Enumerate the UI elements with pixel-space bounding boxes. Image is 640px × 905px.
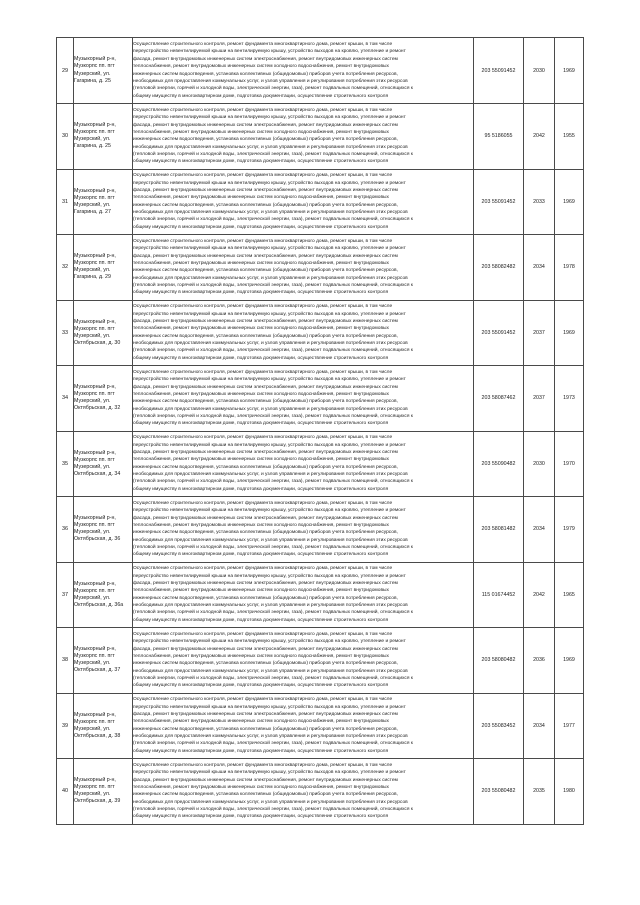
work-description-line: (тепловой энергии, горячей и холодной воды, электрической энергии, газа), ремонт подвальных помещений, относящихся к [133,479,413,485]
work-description-line: переустройство невентилируемой крыши на вентилируемую крышу, устройство выходов на кровлю, утепление и ремонт [133,311,406,317]
address-line: Музкорпс пп. пгт [74,129,115,136]
work-description-line: (тепловой энергии, горячей и холодной воды, электрической энергии, газа), ремонт подвальных помещений, относящихся к [133,348,413,354]
build-year-cell: 1977 [555,693,584,759]
work-description-line: теплоснабжения, ремонт внутридомовых инженерных систем холодного водоснабжения, ремонт внутридомовых [133,588,389,594]
address-line: Музыкорный р-н, [74,449,116,456]
cost-cell: 203 55080482 [474,759,524,825]
table-row [57,235,584,301]
table-row [57,562,584,628]
table-row [57,497,584,563]
address-line: Музерский, ул. [74,660,111,667]
table-row [57,300,584,366]
work-description-cell [133,628,474,694]
build-year-cell: 1955 [555,104,584,170]
work-description-line: (тепловой энергии, горячей и холодной воды, электрической энергии, газа), ремонт подвальных помещений, относящихся к [133,151,413,157]
work-description-line: необходимых для предоставления коммунальных услуг, и узлов управления и регулирования потребления этих ресурсов [133,78,408,84]
cost-cell: 203 55090482 [474,431,524,497]
work-description-line: теплоснабжения, ремонт внутридомовых инженерных систем холодного водоснабжения, ремонт внутридомовых [133,522,389,528]
table-row [57,38,584,104]
row-number: 39 [57,693,74,759]
work-description-line: инженерных систем водоотведения, установка коллективных (общедомовых) приборов учета потребления ресурсов, [133,661,398,667]
row-number: 38 [57,628,74,694]
repair-register-table [56,37,584,825]
address-line: Музкорпс пп. пгт [74,194,115,201]
work-description-cell [133,300,474,366]
repair-year-cell: 2034 [524,235,555,301]
work-description-cell [133,562,474,628]
address-line: Музыкорный р-н, [74,580,116,587]
address-cell [74,497,133,563]
work-description-line: теплоснабжения, ремонт внутридомовых инженерных систем холодного водоснабжения, ремонт внутридомовых [133,457,389,463]
work-description-cell [133,169,474,235]
work-description-line: фасада, ремонт внутридомовых инженерных систем электроснабжения, ремонт внутридомовых инженерных систем [133,188,398,194]
address-line: Гагарина, д. 29 [74,274,111,281]
address-line: Гагарина, д. 25 [74,143,111,150]
work-description-line: фасада, ремонт внутридомовых инженерных систем электроснабжения, ремонт внутридомовых инженерных систем [133,384,398,390]
document-page [56,37,583,825]
work-description-line: переустройство невентилируемой крыши на вентилируемую крышу, устройство выходов на кровлю, утепление и ремонт [133,49,406,55]
work-description-line: теплоснабжения, ремонт внутридомовых инженерных систем холодного водоснабжения, ремонт внутридомовых [133,391,389,397]
row-number: 36 [57,497,74,563]
work-description-line: теплоснабжения, ремонт внутридомовых инженерных систем холодного водоснабжения, ремонт внутридомовых [133,326,389,332]
cost-cell: 203 58087462 [474,366,524,432]
row-number: 40 [57,759,74,825]
address-line: Музкорпс пп. пгт [74,522,115,529]
address-line: Музерский, ул. [74,791,111,798]
cost-cell: 203 55083452 [474,693,524,759]
address-line: Музерский, ул. [74,398,111,405]
work-description-line: Осуществление строительного контроля, ремонт фундамента многоквартирного дома, ремонт крыши, в том числе [133,369,393,375]
work-description-line: инженерных систем водоотведения, установка коллективных (общедомовых) приборов учета потребления ресурсов, [133,71,398,77]
work-description-line: общему имуществу в многоквартирном доме, подготовка документации, осуществление строительного контроля [133,224,389,230]
address-line: Музыкорный р-н, [74,711,116,718]
table-body [57,38,584,825]
work-description-line: фасада, ремонт внутридомовых инженерных систем электроснабжения, ремонт внутридомовых инженерных систем [133,581,398,587]
row-number: 35 [57,431,74,497]
address-line: Музкорпс пп. пгт [74,653,115,660]
work-description-line: Осуществление строительного контроля, ремонт фундамента многоквартирного дома, ремонт крыши, в том числе [133,107,393,113]
work-description-line: теплоснабжения, ремонт внутридомовых инженерных систем холодного водоснабжения, ремонт внутридомовых [133,64,389,70]
work-description-line: Осуществление строительного контроля, ремонт фундамента многоквартирного дома, ремонт крыши, в том числе [133,566,393,572]
address-cell [74,759,133,825]
address-line: Музыкорный р-н, [74,384,116,391]
build-year-cell: 1978 [555,235,584,301]
repair-year-cell: 2033 [524,169,555,235]
address-line: Музкорпс пп. пгт [74,718,115,725]
address-line: Октябрьская, д. 34 [74,470,121,477]
work-description-line: необходимых для предоставления коммунальных услуг, и узлов управления и регулирования потребления этих ресурсов [133,472,408,478]
work-description-line: (тепловой энергии, горячей и холодной воды, электрической энергии, газа), ремонт подвальных помещений, относящихся к [133,217,413,223]
work-description-line: переустройство невентилируемой крыши на вентилируемую крышу, устройство выходов на кровлю, утепление и ремонт [133,115,406,121]
address-line: Музерский, ул. [74,725,111,732]
repair-year-cell: 2030 [524,431,555,497]
work-description-line: фасада, ремонт внутридомовых инженерных систем электроснабжения, ремонт внутридомовых инженерных систем [133,122,398,128]
address-line: Октябрьская, д. 38 [74,732,121,739]
table-row [57,104,584,170]
work-description-line: теплоснабжения, ремонт внутридомовых инженерных систем холодного водоснабжения, ремонт внутридомовых [133,719,389,725]
row-number: 33 [57,300,74,366]
work-description-line: общему имуществу в многоквартирном доме, подготовка документации, осуществление строительного контроля [133,683,389,689]
work-description-line: фасада, ремонт внутридомовых инженерных систем электроснабжения, ремонт внутридомовых инженерных систем [133,56,398,62]
work-description-line: теплоснабжения, ремонт внутридомовых инженерных систем холодного водоснабжения, ремонт внутридомовых [133,129,389,135]
build-year-cell: 1980 [555,759,584,825]
work-description-line: (тепловой энергии, горячей и холодной воды, электрической энергии, газа), ремонт подвальных помещений, относящихся к [133,544,413,550]
work-description-line: переустройство невентилируемой крыши на вентилируемую крышу, устройство выходов на кровлю, утепление и ремонт [133,442,406,448]
work-description-line: переустройство невентилируемой крыши на вентилируемую крышу, устройство выходов на кровлю, утепление и ремонт [133,704,406,710]
address-cell [74,366,133,432]
address-line: Музерский, ул. [74,332,111,339]
work-description-cell [133,693,474,759]
address-cell [74,693,133,759]
address-cell [74,235,133,301]
repair-year-cell: 2035 [524,759,555,825]
build-year-cell: 1969 [555,300,584,366]
work-description-cell [133,431,474,497]
repair-year-cell: 2030 [524,38,555,104]
work-description-line: инженерных систем водоотведения, установка коллективных (общедомовых) приборов учета потребления ресурсов, [133,399,398,405]
work-description-line: необходимых для предоставления коммунальных услуг, и узлов управления и регулирования потребления этих ресурсов [133,341,408,347]
work-description-line: необходимых для предоставления коммунальных услуг, и узлов управления и регулирования потребления этих ресурсов [133,406,408,412]
table-row [57,628,584,694]
address-line: Музерский, ул. [74,70,111,77]
work-description-line: общему имуществу в многоквартирном доме, подготовка документации, осуществление строительного контроля [133,814,389,820]
row-number: 30 [57,104,74,170]
build-year-cell: 1969 [555,169,584,235]
address-line: Гагарина, д. 27 [74,208,111,215]
work-description-cell [133,235,474,301]
work-description-line: (тепловой энергии, горячей и холодной воды, электрической энергии, газа), ремонт подвальных помещений, относящихся к [133,610,413,616]
build-year-cell: 1965 [555,562,584,628]
work-description-line: необходимых для предоставления коммунальных услуг, и узлов управления и регулирования потребления этих ресурсов [133,734,408,740]
address-line: Музкорпс пп. пгт [74,391,115,398]
address-cell [74,562,133,628]
cost-cell: 115 01674452 [474,562,524,628]
work-description-line: необходимых для предоставления коммунальных услуг, и узлов управления и регулирования потребления этих ресурсов [133,603,408,609]
address-line: Октябрьская, д. 39 [74,798,121,805]
repair-year-cell: 2042 [524,562,555,628]
build-year-cell: 1969 [555,628,584,694]
work-description-line: общему имуществу в многоквартирном доме, подготовка документации, осуществление строительного контроля [133,421,389,427]
address-line: Музыкорный р-н, [74,253,116,260]
work-description-line: Осуществление строительного контроля, ремонт фундамента многоквартирного дома, ремонт крыши, в том числе [133,304,393,310]
work-description-line: общему имуществу в многоквартирном доме, подготовка документации, осуществление строительного контроля [133,486,389,492]
address-line: Музкорпс пп. пгт [74,325,115,332]
cost-cell: 203 55091452 [474,38,524,104]
work-description-line: переустройство невентилируемой крыши на вентилируемую крышу, устройство выходов на кровлю, утепление и ремонт [133,508,406,514]
work-description-line: необходимых для предоставления коммунальных услуг, и узлов управления и регулирования потребления этих ресурсов [133,275,408,281]
work-description-line: инженерных систем водоотведения, установка коллективных (общедомовых) приборов учета потребления ресурсов, [133,464,398,470]
address-line: Музыкорный р-н, [74,187,116,194]
work-description-cell [133,104,474,170]
work-description-line: общему имуществу в многоквартирном доме, подготовка документации, осуществление строительного контроля [133,748,389,754]
work-description-line: фасада, ремонт внутридомовых инженерных систем электроснабжения, ремонт внутридомовых инженерных систем [133,450,398,456]
work-description-line: необходимых для предоставления коммунальных услуг, и узлов управления и регулирования потребления этих ресурсов [133,537,408,543]
work-description-line: теплоснабжения, ремонт внутридомовых инженерных систем холодного водоснабжения, ремонт внутридомовых [133,195,389,201]
cost-cell: 95 5186055 [474,104,524,170]
work-description-line: необходимых для предоставления коммунальных услуг, и узлов управления и регулирования потребления этих ресурсов [133,799,408,805]
work-description-line: Осуществление строительного контроля, ремонт фундамента многоквартирного дома, ремонт крыши, в том числе [133,762,393,768]
table-row [57,169,584,235]
repair-year-cell: 2037 [524,300,555,366]
address-line: Октябрьская, д. 30 [74,339,121,346]
address-line: Октябрьская, д. 32 [74,405,121,412]
work-description-line: фасада, ремонт внутридомовых инженерных систем электроснабжения, ремонт внутридомовых инженерных систем [133,777,398,783]
cost-cell: 203 58080482 [474,628,524,694]
address-line: Музерский, ул. [74,529,111,536]
work-description-line: переустройство невентилируемой крыши на вентилируемую крышу, устройство выходов на кровлю, утепление и ремонт [133,246,406,252]
work-description-cell [133,38,474,104]
address-cell [74,431,133,497]
work-description-line: общему имуществу в многоквартирном доме, подготовка документации, осуществление строительного контроля [133,159,389,165]
row-number: 31 [57,169,74,235]
work-description-line: теплоснабжения, ремонт внутридомовых инженерных систем холодного водоснабжения, ремонт внутридомовых [133,653,389,659]
work-description-line: инженерных систем водоотведения, установка коллективных (общедомовых) приборов учета потребления ресурсов, [133,726,398,732]
address-line: Музыкорный р-н, [74,515,116,522]
cost-cell: 203 55091452 [474,300,524,366]
address-cell [74,169,133,235]
cost-cell: 203 55091452 [474,169,524,235]
table-row [57,759,584,825]
address-line: Музкорпс пп. пгт [74,784,115,791]
work-description-line: Осуществление строительного контроля, ремонт фундамента многоквартирного дома, ремонт крыши, в том числе [133,697,393,703]
address-line: Октябрьская, д. 37 [74,667,121,674]
table-row [57,366,584,432]
table-row [57,693,584,759]
work-description-line: инженерных систем водоотведения, установка коллективных (общедомовых) приборов учета потребления ресурсов, [133,333,398,339]
address-line: Октябрьская, д. 36а [74,601,124,608]
work-description-line: Осуществление строительного контроля, ремонт фундамента многоквартирного дома, ремонт крыши, в том числе [133,631,393,637]
work-description-line: фасада, ремонт внутридомовых инженерных систем электроснабжения, ремонт внутридомовых инженерных систем [133,253,398,259]
work-description-cell [133,497,474,563]
address-line: Музерский, ул. [74,463,111,470]
work-description-line: общему имуществу в многоквартирном доме, подготовка документации, осуществление строительного контроля [133,552,389,558]
work-description-line: фасада, ремонт внутридомовых инженерных систем электроснабжения, ремонт внутридомовых инженерных систем [133,515,398,521]
work-description-line: Осуществление строительного контроля, ремонт фундамента многоквартирного дома, ремонт крыши, в том числе [133,435,393,441]
cost-cell: 203 58082482 [474,235,524,301]
work-description-line: фасада, ремонт внутридомовых инженерных систем электроснабжения, ремонт внутридомовых инженерных систем [133,319,398,325]
work-description-line: фасада, ремонт внутридомовых инженерных систем электроснабжения, ремонт внутридомовых инженерных систем [133,646,398,652]
cost-cell: 203 58081482 [474,497,524,563]
work-description-line: фасада, ремонт внутридомовых инженерных систем электроснабжения, ремонт внутридомовых инженерных систем [133,712,398,718]
row-number: 29 [57,38,74,104]
work-description-line: переустройство невентилируемой крыши на вентилируемую крышу, устройство выходов на кровлю, утепление и ремонт [133,573,406,579]
work-description-cell [133,759,474,825]
address-line: Музыкорный р-н, [74,122,116,129]
work-description-line: общему имуществу в многоквартирном доме, подготовка документации, осуществление строительного контроля [133,355,389,361]
table-row [57,431,584,497]
address-line: Музерский, ул. [74,136,111,143]
work-description-line: общему имуществу в многоквартирном доме, подготовка документации, осуществление строительного контроля [133,617,389,623]
work-description-line: (тепловой энергии, горячей и холодной воды, электрической энергии, газа), ремонт подвальных помещений, относящихся к [133,741,413,747]
work-description-line: (тепловой энергии, горячей и холодной воды, электрической энергии, газа), ремонт подвальных помещений, относящихся к [133,675,413,681]
work-description-line: инженерных систем водоотведения, установка коллективных (общедомовых) приборов учета потребления ресурсов, [133,792,398,798]
address-line: Гагарина, д. 25 [74,77,111,84]
build-year-cell: 1973 [555,366,584,432]
address-line: Музкорпс пп. пгт [74,63,115,70]
address-line: Музыкорный р-н, [74,56,116,63]
work-description-line: Осуществление строительного контроля, ремонт фундамента многоквартирного дома, ремонт крыши, в том числе [133,42,393,48]
row-number: 37 [57,562,74,628]
address-line: Музкорпс пп. пгт [74,587,115,594]
address-cell [74,104,133,170]
build-year-cell: 1969 [555,38,584,104]
repair-year-cell: 2042 [524,104,555,170]
work-description-line: (тепловой энергии, горячей и холодной воды, электрической энергии, газа), ремонт подвальных помещений, относящихся к [133,806,413,812]
build-year-cell: 1979 [555,497,584,563]
address-cell [74,628,133,694]
work-description-line: общему имуществу в многоквартирном доме, подготовка документации, осуществление строительного контроля [133,290,389,296]
work-description-line: переустройство невентилируемой крыши на вентилируемую крышу, устройство выходов на кровлю, утепление и ремонт [133,180,406,186]
work-description-line: необходимых для предоставления коммунальных услуг, и узлов управления и регулирования потребления этих ресурсов [133,144,408,150]
repair-year-cell: 2036 [524,628,555,694]
address-cell [74,300,133,366]
address-line: Музерский, ул. [74,267,111,274]
work-description-line: переустройство невентилируемой крыши на вентилируемую крышу, устройство выходов на кровлю, утепление и ремонт [133,770,406,776]
address-cell [74,38,133,104]
work-description-line: инженерных систем водоотведения, установка коллективных (общедомовых) приборов учета потребления ресурсов, [133,268,398,274]
build-year-cell: 1970 [555,431,584,497]
work-description-line: Осуществление строительного контроля, ремонт фундамента многоквартирного дома, ремонт крыши, в том числе [133,238,393,244]
address-line: Музерский, ул. [74,201,111,208]
work-description-line: теплоснабжения, ремонт внутридомовых инженерных систем холодного водоснабжения, ремонт внутридомовых [133,260,389,266]
repair-year-cell: 2037 [524,366,555,432]
work-description-line: необходимых для предоставления коммунальных услуг, и узлов управления и регулирования потребления этих ресурсов [133,668,408,674]
work-description-line: (тепловой энергии, горячей и холодной воды, электрической энергии, газа), ремонт подвальных помещений, относящихся к [133,282,413,288]
address-line: Октябрьская, д. 36 [74,536,121,543]
work-description-line: Осуществление строительного контроля, ремонт фундамента многоквартирного дома, ремонт крыши, в том числе [133,500,393,506]
work-description-line: Осуществление строительного контроля, ремонт фундамента многоквартирного дома, ремонт крыши, в том числе [133,173,393,179]
work-description-line: (тепловой энергии, горячей и холодной воды, электрической энергии, газа), ремонт подвальных помещений, относящихся к [133,86,413,92]
address-line: Музыкорный р-н, [74,777,116,784]
address-line: Музыкорный р-н, [74,318,116,325]
work-description-line: необходимых для предоставления коммунальных услуг, и узлов управления и регулирования потребления этих ресурсов [133,210,408,216]
repair-year-cell: 2034 [524,693,555,759]
address-line: Музыкорный р-н, [74,646,116,653]
work-description-cell [133,366,474,432]
work-description-line: (тепловой энергии, горячей и холодной воды, электрической энергии, газа), ремонт подвальных помещений, относящихся к [133,413,413,419]
row-number: 32 [57,235,74,301]
work-description-line: инженерных систем водоотведения, установка коллективных (общедомовых) приборов учета потребления ресурсов, [133,202,398,208]
address-line: Музкорпс пп. пгт [74,260,115,267]
address-line: Музерский, ул. [74,594,111,601]
work-description-line: теплоснабжения, ремонт внутридомовых инженерных систем холодного водоснабжения, ремонт внутридомовых [133,784,389,790]
repair-year-cell: 2034 [524,497,555,563]
address-line: Музкорпс пп. пгт [74,456,115,463]
work-description-line: переустройство невентилируемой крыши на вентилируемую крышу, устройство выходов на кровлю, утепление и ремонт [133,639,406,645]
work-description-line: переустройство невентилируемой крыши на вентилируемую крышу, устройство выходов на кровлю, утепление и ремонт [133,377,406,383]
work-description-line: инженерных систем водоотведения, установка коллективных (общедомовых) приборов учета потребления ресурсов, [133,137,398,143]
work-description-line: инженерных систем водоотведения, установка коллективных (общедомовых) приборов учета потребления ресурсов, [133,595,398,601]
row-number: 34 [57,366,74,432]
work-description-line: общему имуществу в многоквартирном доме, подготовка документации, осуществление строительного контроля [133,93,389,99]
work-description-line: инженерных систем водоотведения, установка коллективных (общедомовых) приборов учета потребления ресурсов, [133,530,398,536]
